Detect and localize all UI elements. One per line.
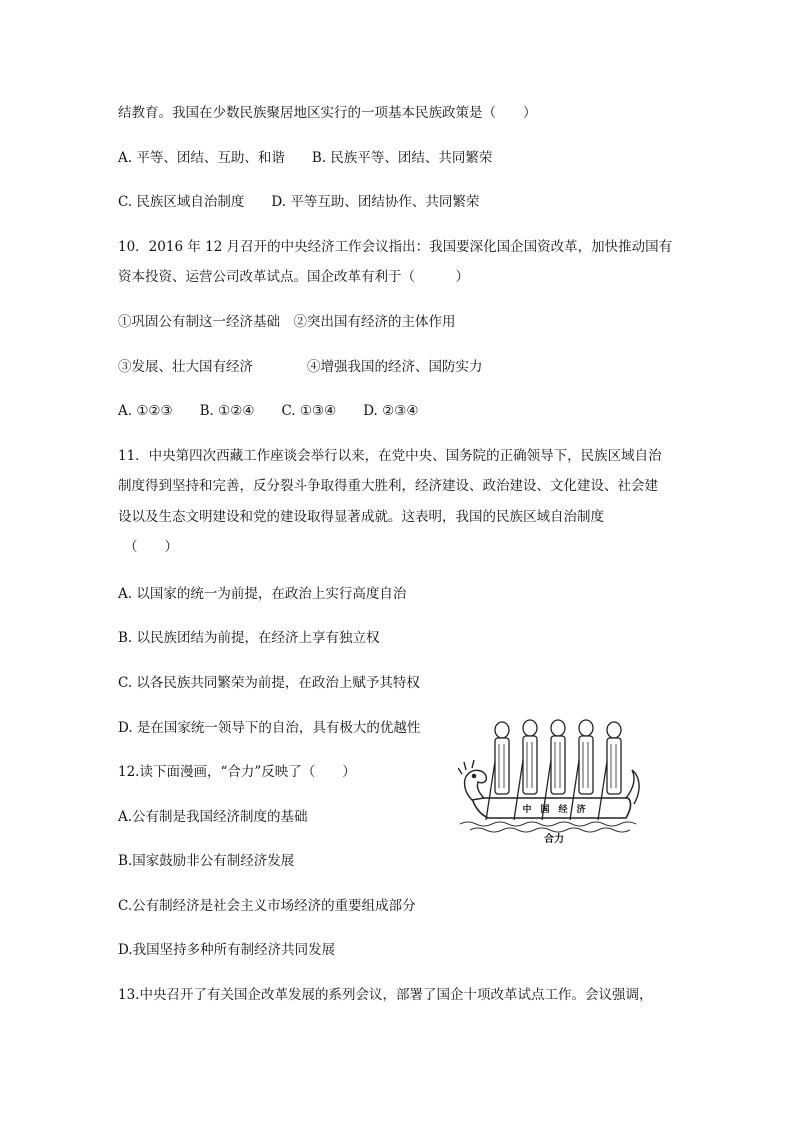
q12-stem: 12.读下面漫画，“合力”反映了（ ） bbox=[118, 764, 356, 780]
cartoon-caption: 合力 bbox=[544, 834, 564, 845]
dragon-head-icon bbox=[458, 760, 486, 800]
q10-statements-12: ①巩固公有制这一经济基础 ②突出国有经济的主体作用 bbox=[118, 314, 456, 330]
q12-option-c: C.公有制经济是社会主义市场经济的重要组成部分 bbox=[118, 898, 416, 914]
q10-stem-line1: 10．2016 年 12 月召开的中央经济工作会议指出：我国要深化国企国资改革，加快推动国有 bbox=[118, 239, 673, 255]
q12-option-b: B.国家鼓励非公有制经济发展 bbox=[118, 853, 295, 869]
q11-option-d: D. 是在国家统一领导下的自治，具有极大的优越性 bbox=[118, 720, 421, 736]
boat-label: 中 国 经 济 bbox=[522, 805, 586, 815]
q11-stem-line1: 11．中央第四次西藏工作座谈会举行以来，在党中央、国务院的正确领导下，民族区域自治 bbox=[118, 448, 662, 464]
q12-option-d: D.我国坚持多种所有制经济共同发展 bbox=[118, 942, 336, 958]
q10-options: A. ①②③ B. ①②④ C. ①③④ D. ②③④ bbox=[118, 403, 419, 419]
q9-options-ab: A. 平等、团结、互助、和谐 B. 民族平等、团结、共同繁荣 bbox=[118, 150, 493, 166]
q9-stem-continued: 结教育。我国在少数民族聚居地区实行的一项基本民族政策是（ ） bbox=[118, 105, 537, 121]
q11-stem-bracket: （ ） bbox=[124, 539, 178, 555]
q10-statements-34: ③发展、壮大国有经济 ④增强我国的经济、国防实力 bbox=[118, 359, 483, 375]
q11-stem-line3: 设以及生态文明建设和党的建设取得显著成就。这表明，我国的民族区域自治制度 bbox=[118, 509, 604, 525]
q9-options-cd: C. 民族区域自治制度 D. 平等互助、团结协作、共同繁荣 bbox=[118, 194, 480, 210]
q12-option-a: A.公有制是我国经济制度的基础 bbox=[118, 809, 308, 825]
q11-option-b: B. 以民族团结为前提，在经济上享有独立权 bbox=[118, 630, 380, 646]
dragon-boat-cartoon bbox=[458, 718, 644, 848]
q11-option-a: A. 以国家的统一为前提，在政治上实行高度自治 bbox=[118, 586, 407, 602]
q10-stem-line2: 资本投资、运营公司改革试点。国企改革有利于（ ） bbox=[118, 269, 469, 285]
water-ripples bbox=[460, 822, 636, 832]
q11-stem-line2: 制度得到坚持和完善，反分裂斗争取得重大胜利，经济建设、政治建设、文化建设、社会建 bbox=[118, 478, 658, 494]
q11-option-c: C. 以各民族共同繁荣为前提，在政治上赋予其特权 bbox=[118, 675, 420, 691]
q13-stem-line1: 13.中央召开了有关国企改革发展的系列会议，部署了国企十项改革试点工作。会议强调， bbox=[118, 987, 653, 1003]
